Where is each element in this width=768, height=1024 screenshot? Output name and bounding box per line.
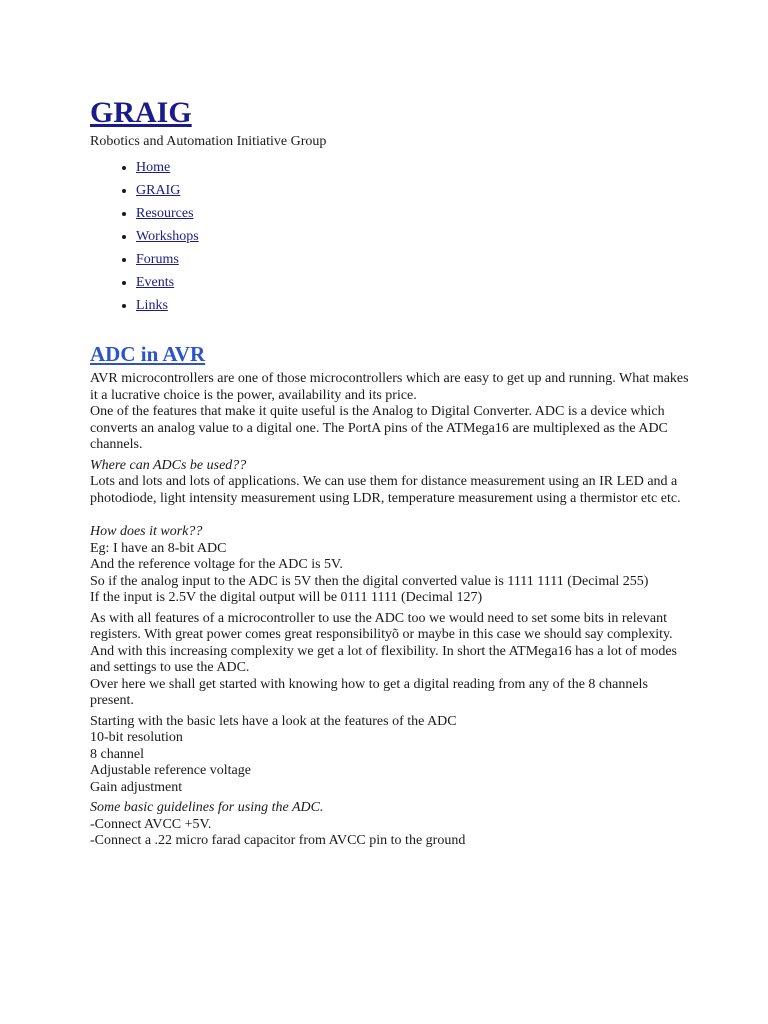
- registers-paragraph: As with all features of a microcontroller to use the ADC too we would need to set some bits in relevant registers. With great power comes great responsibilityõ or maybe in this case we should say complexity. And with this increasing complexity we get a lot of flexibility. In short the ATMega16 has a lot of modes and settings to use the ADC.: [90, 610, 677, 675]
- nav-link-graig[interactable]: GRAIG: [136, 183, 181, 198]
- guidelines-title: Some basic guidelines for using the ADC.: [90, 800, 324, 815]
- article-title-link[interactable]: ADC in AVR: [90, 342, 206, 366]
- nav-link-events[interactable]: Events: [136, 275, 175, 290]
- features-intro: Starting with the basic lets have a look at the features of the ADC: [90, 713, 457, 729]
- article-title: [90, 339, 690, 369]
- question-where: Where can ADCs be used??: [90, 457, 247, 473]
- nav-item-home: [136, 156, 690, 179]
- nav-link-workshops[interactable]: Workshops: [136, 229, 199, 244]
- site-title: [90, 94, 690, 132]
- nav-item-resources: [136, 202, 690, 225]
- answer-where: Lots and lots and lots of applications. We can use them for distance measurement using an IR LED and a photodiode, light intensity measurement using LDR, temperature measurement using a thermistor etc etc.: [90, 474, 681, 506]
- nav-item-events: [136, 271, 690, 294]
- main-nav: [90, 156, 690, 317]
- guideline-item: -Connect AVCC +5V.: [90, 816, 212, 832]
- answer-how-line-1: Eg: I have an 8-bit ADC: [90, 540, 227, 556]
- answer-how-line-2: And the reference voltage for the ADC is 5V.: [90, 557, 343, 572]
- site-title-link[interactable]: GRAIG: [90, 96, 192, 129]
- question-how: How does it work??: [90, 524, 203, 539]
- feature-item: 8 channel: [90, 746, 145, 762]
- nav-item-links: [136, 294, 690, 317]
- page-container: [90, 94, 690, 850]
- nav-link-home[interactable]: Home: [136, 160, 171, 175]
- nav-link-forums[interactable]: Forums: [136, 252, 179, 267]
- feature-item: Adjustable reference voltage: [90, 763, 251, 778]
- feature-item: Gain adjustment: [90, 779, 183, 795]
- article-body: [90, 371, 690, 850]
- nav-item-graig: [136, 179, 690, 202]
- nav-link-links[interactable]: Links: [136, 298, 168, 313]
- answer-how-line-3: So if the analog input to the ADC is 5V then the digital converted value is 1111 1111 (Decimal 255): [90, 573, 649, 589]
- nav-item-workshops: [136, 225, 690, 248]
- guideline-item: -Connect a .22 micro farad capacitor from AVCC pin to the ground: [90, 833, 466, 848]
- site-tagline: Robotics and Automation Initiative Group: [90, 134, 327, 149]
- intro-paragraph-1: AVR microcontrollers are one of those microcontrollers which are easy to get up and running. What makes it a lucrative choice is the power, availability and its price.: [90, 371, 689, 403]
- nav-item-forums: [136, 248, 690, 271]
- answer-how-line-4: If the input is 2.5V the digital output will be 0111 1111 (Decimal 127): [90, 590, 483, 605]
- feature-item: 10-bit resolution: [90, 730, 183, 745]
- nav-link-resources[interactable]: Resources: [136, 206, 194, 221]
- getting-started-paragraph: Over here we shall get started with knowing how to get a digital reading from any of the 8 channels present.: [90, 676, 648, 708]
- intro-paragraph-2: One of the features that make it quite useful is the Analog to Digital Converter. ADC is a device which converts an analog value to a digital one. The PortA pins of the ATMega16 are multiplexed as the ADC channels.: [90, 404, 668, 452]
